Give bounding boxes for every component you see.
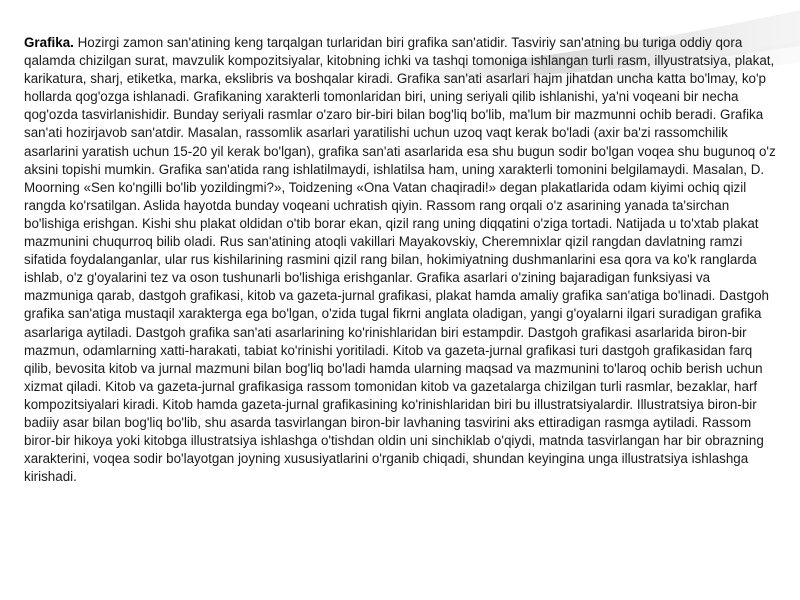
term-heading: Grafika. [24,35,74,50]
document-paragraph [24,34,776,486]
paragraph-body: Hozirgi zamon san'atining keng tarqalgan turlaridan biri grafika san'atidir. Tasviriy san'atning bu turiga oddiy qora qalamda chizilgan surat, mavzulik kompozitsiyalar, kitobning ichki va tashqi tomoniga ishlangan turli rasm, illyustratsiya, plakat, karikatura, sharj, etiketka, marka, ekslibris va boshqalar kiradi. Grafika san'ati asarlari hajm jihatdan uncha katta bo'lmay, ko'p hollarda qog'ozga ishlanadi. Grafikaning xarakterli tomonlaridan biri, uning seriyali qilib ishlanishi, ya'ni voqeani bir necha qog'ozda tasvirlanishidir. Bunday seriyali rasmlar o'zaro bir-biri bilan bog'liq bo'lib, ma'lum bir mazmunni ochib beradi. Grafika san'ati hozirjavob san'atdir. Masalan, rassomlik asarlari yaratilishi uchun uzoq vaqt kerak bo'ladi (axir ba'zi rassomchilik asarlarini yaratish uchun 15-20 yil kerak bo'lgan), grafika san'ati asarlarida esa shu bugun sodir bo'lgan voqea shu bugunoq o'z aksini topishi mumkin. Grafika san'atida rang ishlatilmaydi, ishlatilsa ham, uning xarakterli tomonini belgilamaydi. Masalan, D. Moorning «Sen ko'ngilli bo'lib yozildingmi?», Toidzening «Ona Vatan chaqiradi!» degan plakatlarida odam kiyimi ochiq qizil rangda ko'rsatilgan. Aslida hayotda bunday voqeani uchratish qiyin. Rassom rang orqali o'z asarining yanada ta'sirchan bo'lishiga erishgan. Kishi shu plakat oldidan o'tib borar ekan, qizil rang uning diqqatini o'ziga tortadi. Natijada u to'xtab plakat mazmunini chuqurroq bilib oladi. Rus san'atining atoqli vakillari Mayakovskiy, Cheremnixlar qizil rangdan davlatning ramzi sifatida foydalanganlar, ular rus kishilarining rasmini qizil rang bilan, hokimiyatning dushmanlarini esa qora va ko'k ranglarda ishlab, o'z g'oyalarini tez va oson tushunarli bo'lishiga erishganlar. Grafika asarlari o'zining bajaradigan funksiyasi va mazmuniga qarab, dastgoh grafikasi, kitob va gazeta-jurnal grafikasi, plakat hamda amaliy grafika san'atiga bo'linadi. Dastgoh grafika san'atiga mustaqil xarakterga ega bo'lgan, o'zida tugal fikrni anglata oladigan, yangi g'oyalarni ilgari suradigan grafika asarlariga aytiladi. Dastgoh grafika san'ati asarlarining ko'rinishlaridan biri estampdir. Dastgoh grafikasi asarlarida biron-bir mazmun, odamlarning xatti-harakati, tabiat ko'rinishi yoritiladi. Kitob va gazeta-jurnal grafikasi turi dastgoh grafikasidan farq qilib, bevosita kitob va jurnal mazmuni bilan bog'liq bo'ladi hamda ularning maqsad va mazmunini to'laroq ochib berish uchun xizmat qiladi. Kitob va gazeta-jurnal grafikasiga rassom tomonidan kitob va gazetalarga chizilgan turli rasmlar, bezaklar, harf kompozitsiyalari kiradi. Kitob hamda gazeta-jurnal grafikasining ko'rinishlaridan biri bu illustratsiyalardir. Illustratsiya biron-bir badiiy asar bilan bog'liq bo'lib, shu asarda tasvirlangan biron-bir lavhaning tasvirini aks ettiradigan rasmga aytiladi. Rassom biror-bir hikoya yoki kitobga illustratsiya ishlashga o'tishdan oldin uni sinchiklab o'qiydi, matnda tasvirlangan har bir obrazning xarakterini, voqea sodir bo'layotgan joyning xususiyatlarini o'rganib chiqadi, shundan keyingina unga illustratsiya ishlashga kirishadi. [24,35,776,485]
